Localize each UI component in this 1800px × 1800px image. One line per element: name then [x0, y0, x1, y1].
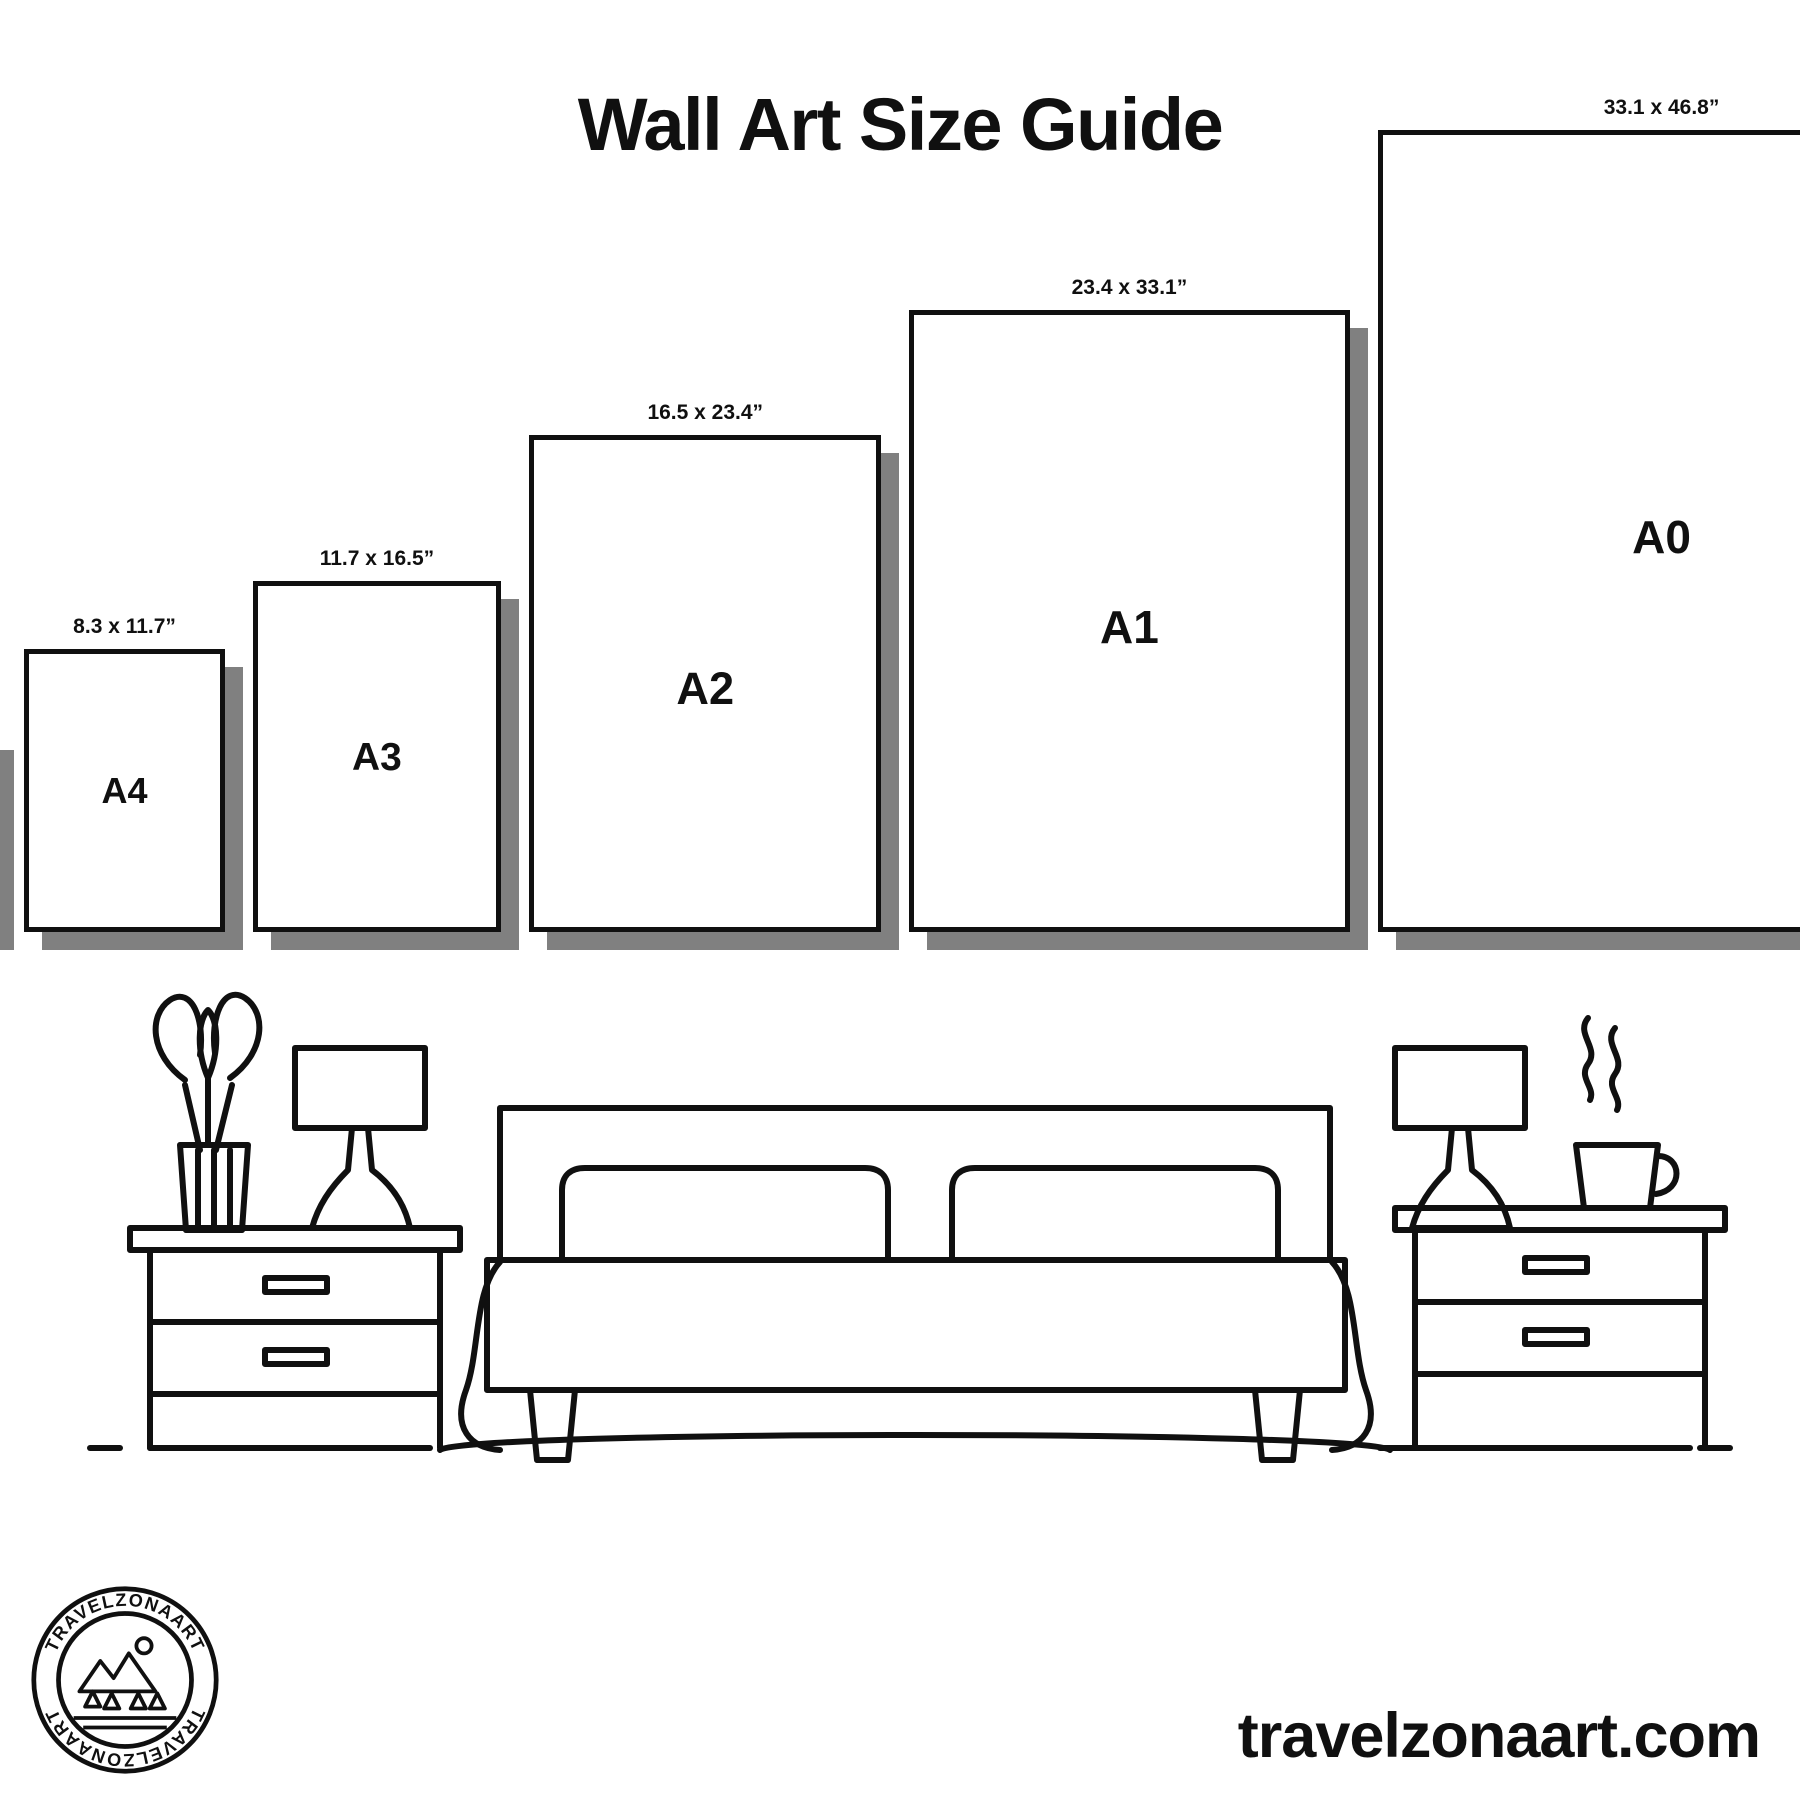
- poster-a0: [1378, 95, 1800, 950]
- vase-with-flowers: [156, 995, 260, 1230]
- poster-label-a0: A0: [1632, 510, 1691, 563]
- poster-sheet-a0: [1378, 130, 1800, 932]
- bed: [440, 1108, 1390, 1460]
- coffee-cup: [1568, 1018, 1677, 1208]
- poster-label-a3: A3: [352, 735, 402, 779]
- left-table-lamp: [295, 1048, 425, 1228]
- poster-label-a1: A1: [1100, 601, 1159, 654]
- bedroom-illustration: [0, 960, 1800, 1520]
- poster-dimensions-a4: 8.3 x 11.7”: [73, 615, 176, 639]
- poster-sheet-a1: [909, 310, 1349, 932]
- site-url: travelzonaart.com: [1237, 1701, 1760, 1771]
- poster-dimensions-a1: 23.4 x 33.1”: [1071, 276, 1188, 300]
- poster-a4: [24, 615, 242, 950]
- poster-a1: [909, 276, 1367, 950]
- right-table-lamp: [1395, 1048, 1525, 1228]
- mountain-lake-badge-icon: [74, 1638, 177, 1727]
- poster-a2: [529, 401, 899, 950]
- logo-text-bottom: TRAVELZONAART: [41, 1705, 209, 1771]
- poster-dimensions-a2: 16.5 x 23.4”: [647, 401, 764, 424]
- brand-logo: [30, 1585, 220, 1775]
- poster-sheet-a3: [253, 581, 502, 932]
- right-nightstand: [1395, 1208, 1725, 1448]
- poster-label-a2: A2: [676, 662, 735, 714]
- logo-text-top: TRAVELZONAART: [41, 1589, 209, 1655]
- poster-dimensions-a3: 11.7 x 16.5”: [319, 547, 435, 571]
- poster-sheet-a2: [529, 435, 881, 932]
- poster-a3: [253, 547, 520, 950]
- page-title: Wall Art Size Guide: [577, 83, 1223, 166]
- poster-shadow: [0, 750, 14, 950]
- poster-sheet-a4: [24, 649, 224, 932]
- poster-label-a4: A4: [101, 769, 148, 811]
- poster-dimensions-a0: 33.1 x 46.8”: [1603, 95, 1720, 119]
- poster-a5: [0, 732, 14, 950]
- left-nightstand: [130, 1228, 460, 1448]
